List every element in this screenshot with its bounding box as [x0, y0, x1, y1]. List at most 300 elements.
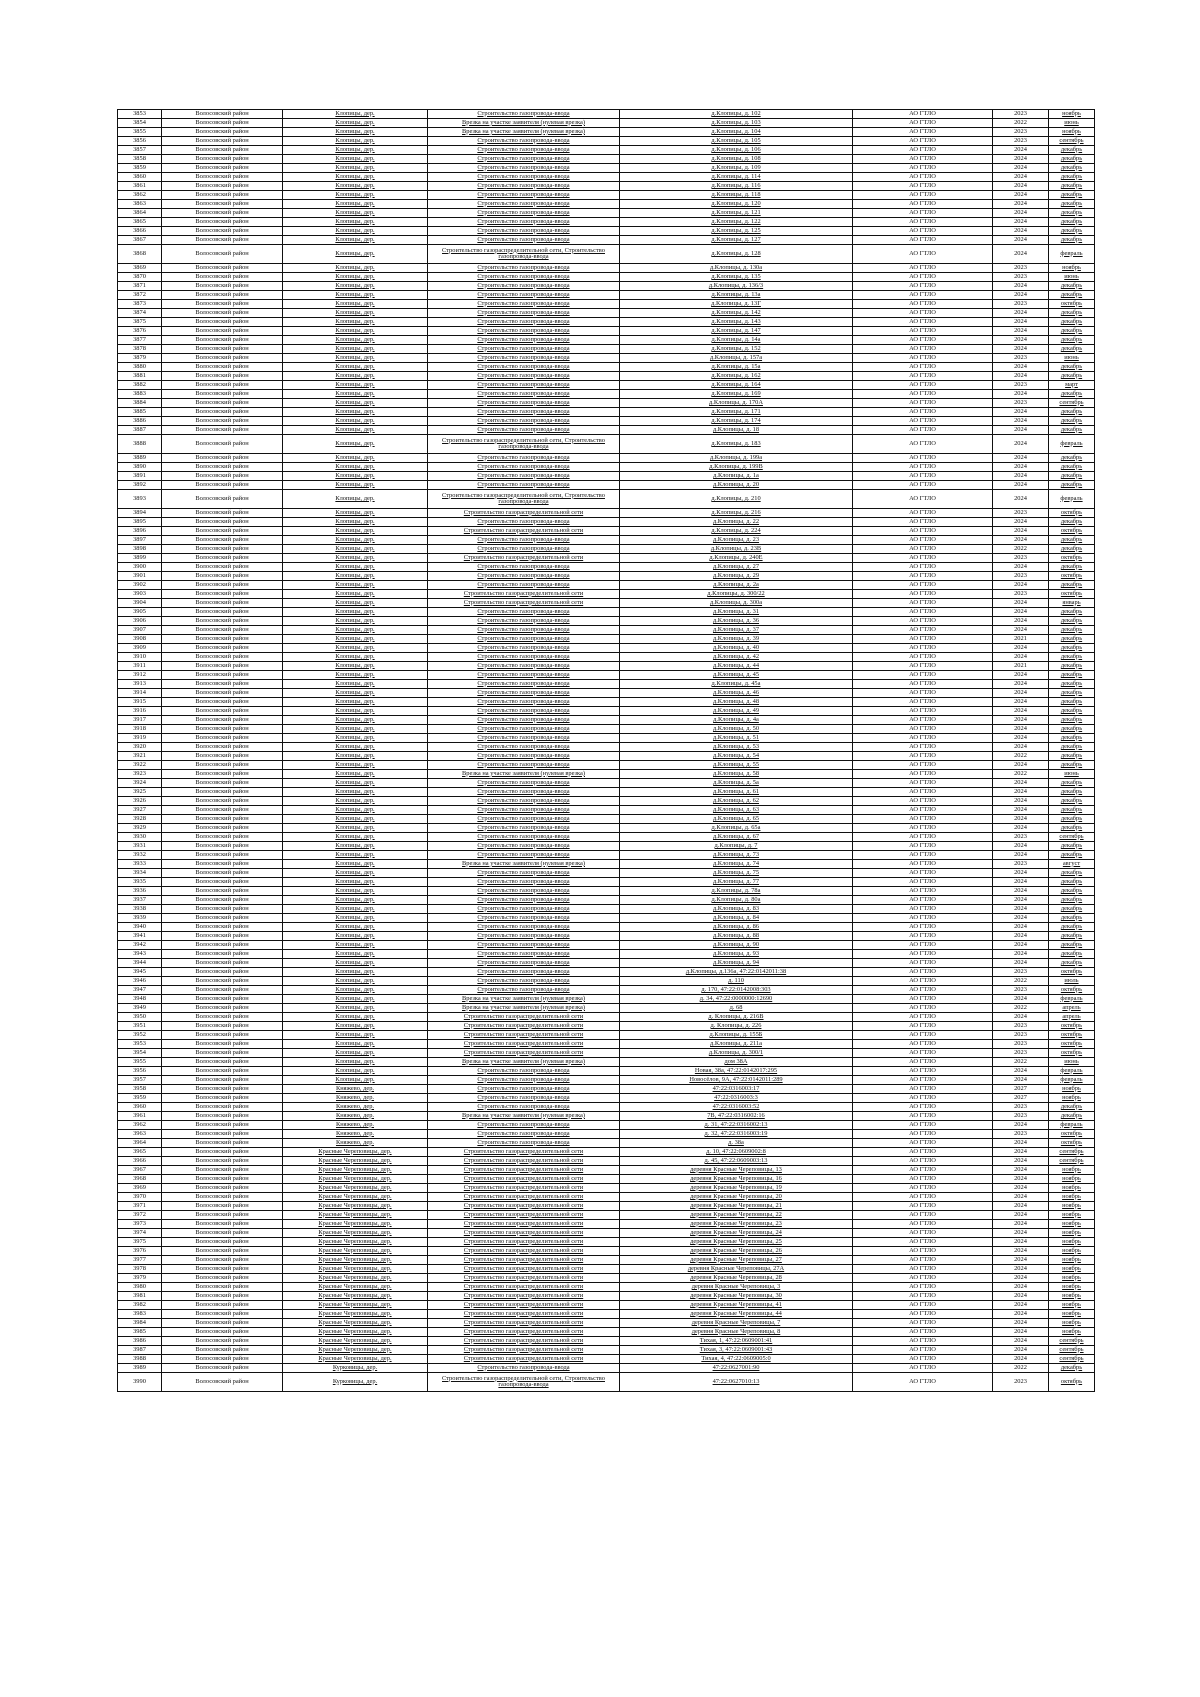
table-row	[118, 842, 1095, 851]
cell-work-type: Строительство газопровода-ввода	[428, 806, 620, 815]
cell-settlement: Клопицы, дер.	[283, 644, 428, 653]
cell-contractor: АО ГТЛО	[853, 1094, 993, 1103]
table-row	[118, 590, 1095, 599]
cell-contractor: АО ГТЛО	[853, 417, 993, 426]
cell-address: д.Клопицы, д. 224	[620, 527, 853, 536]
cell-work-type: Строительство газопровода-ввода	[428, 725, 620, 734]
cell-settlement: Курковицы, дер.	[283, 1373, 428, 1392]
cell-address: д.Клопицы, д. 58	[620, 770, 853, 779]
cell-month: декабрь	[1049, 155, 1095, 164]
cell-district: Волосовский район	[162, 354, 283, 363]
cell-settlement: Клопицы, дер.	[283, 236, 428, 245]
cell-address: д.Клопицы, д. 106	[620, 146, 853, 155]
cell-district: Волосовский район	[162, 833, 283, 842]
cell-district: Волосовский район	[162, 1103, 283, 1112]
cell-month: октябрь	[1049, 1139, 1095, 1148]
cell-work-type: Строительство газопровода-ввода	[428, 1103, 620, 1112]
cell-address: д.Клопицы, д. 67	[620, 833, 853, 842]
cell-contractor: АО ГТЛО	[853, 1328, 993, 1337]
cell-contractor: АО ГТЛО	[853, 950, 993, 959]
table-row	[118, 1130, 1095, 1139]
table-row	[118, 761, 1095, 770]
cell-work-type: Строительство газораспределительной сети	[428, 1256, 620, 1265]
cell-month: декабрь	[1049, 1103, 1095, 1112]
cell-contractor: АО ГТЛО	[853, 1139, 993, 1148]
cell-month: декабрь	[1049, 941, 1095, 950]
cell-contractor: АО ГТЛО	[853, 536, 993, 545]
cell-year: 2024	[993, 1220, 1049, 1229]
cell-address: д.Клопицы, д. 39	[620, 635, 853, 644]
cell-work-type: Строительство газораспределительной сети	[428, 1049, 620, 1058]
table-row	[118, 635, 1095, 644]
cell-settlement: Клопицы, дер.	[283, 481, 428, 490]
cell-year: 2023	[993, 1112, 1049, 1121]
cell-settlement: Клопицы, дер.	[283, 572, 428, 581]
cell-address: д.Клопицы, д. 42	[620, 653, 853, 662]
cell-work-type: Строительство газопровода-ввода	[428, 227, 620, 236]
cell-work-type: Строительство газопровода-ввода	[428, 986, 620, 995]
cell-district: Волосовский район	[162, 110, 283, 119]
cell-work-type: Строительство газопровода-ввода	[428, 572, 620, 581]
cell-year: 2027	[993, 1085, 1049, 1094]
cell-work-type: Строительство газораспределительной сети	[428, 527, 620, 536]
cell-month: декабрь	[1049, 218, 1095, 227]
cell-number: 3927	[118, 806, 162, 815]
cell-contractor: АО ГТЛО	[853, 986, 993, 995]
cell-number: 3896	[118, 527, 162, 536]
cell-work-type: Строительство газопровода-ввода	[428, 1076, 620, 1085]
cell-month: декабрь	[1049, 680, 1095, 689]
cell-district: Волосовский район	[162, 1067, 283, 1076]
cell-contractor: АО ГТЛО	[853, 128, 993, 137]
cell-address: д.Клопицы, д. 23	[620, 536, 853, 545]
cell-year: 2024	[993, 1211, 1049, 1220]
table-row	[118, 869, 1095, 878]
cell-month: июнь	[1049, 354, 1095, 363]
cell-month: декабрь	[1049, 282, 1095, 291]
cell-year: 2024	[993, 644, 1049, 653]
table-row	[118, 1319, 1095, 1328]
cell-district: Волосовский район	[162, 635, 283, 644]
table-row	[118, 155, 1095, 164]
cell-year: 2024	[993, 209, 1049, 218]
cell-year: 2023	[993, 1103, 1049, 1112]
cell-settlement: Красные Череповицы, дер.	[283, 1148, 428, 1157]
cell-address: Тихая, 4, 47:22:0609005:0	[620, 1355, 853, 1364]
cell-year: 2024	[993, 518, 1049, 527]
cell-settlement: Клопицы, дер.	[283, 626, 428, 635]
table-row	[118, 173, 1095, 182]
cell-contractor: АО ГТЛО	[853, 309, 993, 318]
cell-number: 3904	[118, 599, 162, 608]
cell-address: д.Клопицы, д. 199В	[620, 463, 853, 472]
cell-address: 47:22:0627010:13	[620, 1373, 853, 1392]
table-row	[118, 860, 1095, 869]
cell-year: 2023	[993, 590, 1049, 599]
cell-settlement: Клопицы, дер.	[283, 399, 428, 408]
cell-number: 3950	[118, 1013, 162, 1022]
cell-number: 3944	[118, 959, 162, 968]
cell-year: 2023	[993, 1049, 1049, 1058]
cell-number: 3945	[118, 968, 162, 977]
cell-month: июнь	[1049, 273, 1095, 282]
table-row	[118, 245, 1095, 264]
cell-settlement: Клопицы, дер.	[283, 191, 428, 200]
cell-address: д.Клопицы, д. 143	[620, 318, 853, 327]
cell-district: Волосовский район	[162, 779, 283, 788]
cell-work-type: Строительство газопровода-ввода	[428, 950, 620, 959]
cell-contractor: АО ГТЛО	[853, 662, 993, 671]
cell-contractor: АО ГТЛО	[853, 833, 993, 842]
cell-year: 2024	[993, 218, 1049, 227]
cell-work-type: Строительство газопровода-ввода	[428, 959, 620, 968]
table-row	[118, 527, 1095, 536]
cell-contractor: АО ГТЛО	[853, 110, 993, 119]
cell-settlement: Клопицы, дер.	[283, 896, 428, 905]
cell-work-type: Строительство газораспределительной сети	[428, 1040, 620, 1049]
cell-contractor: АО ГТЛО	[853, 932, 993, 941]
table-row	[118, 1022, 1095, 1031]
cell-month: сентябрь	[1049, 1346, 1095, 1355]
cell-work-type: Строительство газопровода-ввода	[428, 1085, 620, 1094]
cell-work-type: Строительство газопровода-ввода	[428, 716, 620, 725]
cell-contractor: АО ГТЛО	[853, 752, 993, 761]
cell-address: д.Клопицы, д. 23В	[620, 545, 853, 554]
cell-district: Волосовский район	[162, 300, 283, 309]
cell-district: Волосовский район	[162, 119, 283, 128]
cell-district: Волосовский район	[162, 363, 283, 372]
cell-address: д.Клопицы, д. 80а	[620, 896, 853, 905]
table-row	[118, 599, 1095, 608]
cell-contractor: АО ГТЛО	[853, 815, 993, 824]
cell-work-type: Строительство газопровода-ввода	[428, 743, 620, 752]
table-row	[118, 363, 1095, 372]
cell-address: д.Клопицы, д. 122	[620, 218, 853, 227]
cell-contractor: АО ГТЛО	[853, 1247, 993, 1256]
cell-work-type: Строительство газопровода-ввода	[428, 173, 620, 182]
table-row	[118, 608, 1095, 617]
cell-district: Волосовский район	[162, 1328, 283, 1337]
cell-month: октябрь	[1049, 300, 1095, 309]
cell-month: октябрь	[1049, 1031, 1095, 1040]
cell-settlement: Курковицы, дер.	[283, 1364, 428, 1373]
table-row	[118, 1328, 1095, 1337]
cell-address: д.Клопицы, д. 114	[620, 173, 853, 182]
cell-work-type: Строительство газопровода-ввода	[428, 209, 620, 218]
cell-work-type: Строительство газораспределительной сети, Строительство газопровода-ввода	[428, 1373, 620, 1392]
cell-work-type: Строительство газопровода-ввода	[428, 110, 620, 119]
cell-district: Волосовский район	[162, 182, 283, 191]
cell-number: 3981	[118, 1292, 162, 1301]
cell-number: 3855	[118, 128, 162, 137]
cell-month: ноябрь	[1049, 1166, 1095, 1175]
cell-number: 3988	[118, 1355, 162, 1364]
cell-number: 3961	[118, 1112, 162, 1121]
cell-number: 3888	[118, 435, 162, 454]
cell-district: Волосовский район	[162, 318, 283, 327]
cell-address: д. 32, 47:22:0316003:19	[620, 1130, 853, 1139]
cell-district: Волосовский район	[162, 806, 283, 815]
cell-month: декабрь	[1049, 923, 1095, 932]
cell-work-type: Строительство газопровода-ввода	[428, 797, 620, 806]
cell-month: август	[1049, 860, 1095, 869]
cell-year: 2024	[993, 923, 1049, 932]
cell-contractor: АО ГТЛО	[853, 1364, 993, 1373]
cell-year: 2024	[993, 1337, 1049, 1346]
cell-work-type: Строительство газопровода-ввода	[428, 923, 620, 932]
cell-contractor: АО ГТЛО	[853, 1031, 993, 1040]
table-row	[118, 1175, 1095, 1184]
cell-contractor: АО ГТЛО	[853, 1121, 993, 1130]
table-row	[118, 146, 1095, 155]
cell-work-type: Строительство газопровода-ввода	[428, 300, 620, 309]
cell-district: Волосовский район	[162, 372, 283, 381]
cell-year: 2023	[993, 833, 1049, 842]
cell-month: декабрь	[1049, 653, 1095, 662]
cell-settlement: Клопицы, дер.	[283, 1067, 428, 1076]
cell-contractor: АО ГТЛО	[853, 399, 993, 408]
cell-settlement: Княжево, дер.	[283, 1130, 428, 1139]
cell-address: д.Клопицы, д. 62	[620, 797, 853, 806]
cell-district: Волосовский район	[162, 345, 283, 354]
table-row	[118, 1112, 1095, 1121]
cell-work-type: Строительство газораспределительной сети	[428, 1310, 620, 1319]
cell-work-type: Строительство газораспределительной сети	[428, 1220, 620, 1229]
cell-contractor: АО ГТЛО	[853, 644, 993, 653]
cell-number: 3913	[118, 680, 162, 689]
cell-month: ноябрь	[1049, 1328, 1095, 1337]
cell-month: ноябрь	[1049, 1184, 1095, 1193]
cell-year: 2024	[993, 896, 1049, 905]
cell-month: ноябрь	[1049, 1283, 1095, 1292]
cell-contractor: АО ГТЛО	[853, 454, 993, 463]
table-row	[118, 977, 1095, 986]
cell-work-type: Строительство газопровода-ввода	[428, 680, 620, 689]
cell-year: 2024	[993, 454, 1049, 463]
cell-address: д.Клопицы, д. 116	[620, 182, 853, 191]
table-row	[118, 905, 1095, 914]
cell-number: 3903	[118, 590, 162, 599]
cell-number: 3864	[118, 209, 162, 218]
cell-number: 3872	[118, 291, 162, 300]
cell-district: Волосовский район	[162, 905, 283, 914]
cell-district: Волосовский район	[162, 941, 283, 950]
cell-year: 2024	[993, 291, 1049, 300]
cell-contractor: АО ГТЛО	[853, 995, 993, 1004]
cell-month: декабрь	[1049, 164, 1095, 173]
cell-district: Волосовский район	[162, 644, 283, 653]
cell-work-type: Строительство газопровода-ввода	[428, 426, 620, 435]
cell-address: д.Клопицы, д. 65а	[620, 824, 853, 833]
cell-address: деревня Красные Череповицы, 3	[620, 1283, 853, 1292]
cell-year: 2024	[993, 245, 1049, 264]
cell-contractor: АО ГТЛО	[853, 671, 993, 680]
cell-year: 2022	[993, 119, 1049, 128]
cell-district: Волосовский район	[162, 1049, 283, 1058]
cell-settlement: Клопицы, дер.	[283, 282, 428, 291]
cell-district: Волосовский район	[162, 1346, 283, 1355]
cell-district: Волосовский район	[162, 1058, 283, 1067]
cell-contractor: АО ГТЛО	[853, 968, 993, 977]
table-row	[118, 617, 1095, 626]
cell-year: 2024	[993, 1076, 1049, 1085]
cell-settlement: Красные Череповицы, дер.	[283, 1193, 428, 1202]
cell-contractor: АО ГТЛО	[853, 164, 993, 173]
cell-district: Волосовский район	[162, 887, 283, 896]
table-row	[118, 327, 1095, 336]
cell-district: Волосовский район	[162, 1274, 283, 1283]
cell-settlement: Клопицы, дер.	[283, 770, 428, 779]
cell-settlement: Клопицы, дер.	[283, 590, 428, 599]
cell-number: 3906	[118, 617, 162, 626]
cell-district: Волосовский район	[162, 408, 283, 417]
cell-address: д.Клопицы, д. 36	[620, 617, 853, 626]
cell-settlement: Клопицы, дер.	[283, 417, 428, 426]
cell-year: 2024	[993, 788, 1049, 797]
cell-settlement: Клопицы, дер.	[283, 200, 428, 209]
cell-contractor: АО ГТЛО	[853, 182, 993, 191]
cell-number: 3920	[118, 743, 162, 752]
table-row	[118, 1283, 1095, 1292]
table-row	[118, 236, 1095, 245]
cell-work-type: Строительство газопровода-ввода	[428, 354, 620, 363]
cell-work-type: Строительство газопровода-ввода	[428, 1130, 620, 1139]
cell-number: 3891	[118, 472, 162, 481]
cell-work-type: Строительство газораспределительной сети	[428, 1193, 620, 1202]
cell-contractor: АО ГТЛО	[853, 1013, 993, 1022]
cell-district: Волосовский район	[162, 995, 283, 1004]
cell-settlement: Клопицы, дер.	[283, 264, 428, 273]
cell-work-type: Строительство газопровода-ввода	[428, 390, 620, 399]
cell-month: декабрь	[1049, 291, 1095, 300]
table-row	[118, 218, 1095, 227]
cell-contractor: АО ГТЛО	[853, 1211, 993, 1220]
cell-address: д.Клопицы, д. 22	[620, 518, 853, 527]
cell-address: д.Клопицы, д. 136/3	[620, 282, 853, 291]
cell-work-type: Врезка на участке заявителя (нулевая врезка)	[428, 995, 620, 1004]
cell-number: 3868	[118, 245, 162, 264]
cell-district: Волосовский район	[162, 986, 283, 995]
cell-work-type: Строительство газопровода-ввода	[428, 941, 620, 950]
cell-contractor: АО ГТЛО	[853, 824, 993, 833]
cell-work-type: Строительство газораспределительной сети	[428, 1238, 620, 1247]
cell-number: 3895	[118, 518, 162, 527]
cell-number: 3861	[118, 182, 162, 191]
cell-address: деревня Красные Череповицы, 23	[620, 1220, 853, 1229]
cell-year: 2024	[993, 1238, 1049, 1247]
cell-settlement: Клопицы, дер.	[283, 408, 428, 417]
cell-month: декабрь	[1049, 734, 1095, 743]
cell-district: Волосовский район	[162, 463, 283, 472]
cell-number: 3925	[118, 788, 162, 797]
cell-work-type: Строительство газопровода-ввода	[428, 833, 620, 842]
cell-number: 3940	[118, 923, 162, 932]
cell-number: 3962	[118, 1121, 162, 1130]
cell-month: декабрь	[1049, 851, 1095, 860]
cell-year: 2024	[993, 563, 1049, 572]
cell-settlement: Клопицы, дер.	[283, 209, 428, 218]
cell-month: декабрь	[1049, 752, 1095, 761]
cell-address: д.Клопицы, д. 121	[620, 209, 853, 218]
cell-district: Волосовский район	[162, 1220, 283, 1229]
cell-month: декабрь	[1049, 146, 1095, 155]
cell-month: февраль	[1049, 435, 1095, 454]
cell-number: 3982	[118, 1301, 162, 1310]
cell-year: 2024	[993, 1319, 1049, 1328]
table-row	[118, 644, 1095, 653]
cell-year: 2023	[993, 554, 1049, 563]
cell-month: октябрь	[1049, 968, 1095, 977]
cell-address: д. 170, 47:22:0142008:303	[620, 986, 853, 995]
cell-work-type: Строительство газопровода-ввода	[428, 1067, 620, 1076]
cell-number: 3932	[118, 851, 162, 860]
cell-month: октябрь	[1049, 1040, 1095, 1049]
cell-month: декабрь	[1049, 581, 1095, 590]
cell-year: 2024	[993, 824, 1049, 833]
cell-address: деревня Красные Череповицы, 44	[620, 1310, 853, 1319]
table-row	[118, 1193, 1095, 1202]
cell-month: февраль	[1049, 1121, 1095, 1130]
cell-work-type: Строительство газопровода-ввода	[428, 417, 620, 426]
cell-work-type: Строительство газораспределительной сети	[428, 1166, 620, 1175]
cell-month: ноябрь	[1049, 1265, 1095, 1274]
cell-address: д.Клопицы, д. 130а	[620, 264, 853, 273]
cell-district: Волосовский район	[162, 743, 283, 752]
cell-number: 3970	[118, 1193, 162, 1202]
cell-contractor: АО ГТЛО	[853, 1256, 993, 1265]
cell-settlement: Красные Череповицы, дер.	[283, 1247, 428, 1256]
cell-number: 3921	[118, 752, 162, 761]
cell-contractor: АО ГТЛО	[853, 435, 993, 454]
cell-contractor: АО ГТЛО	[853, 1202, 993, 1211]
table-row	[118, 1031, 1095, 1040]
cell-month: декабрь	[1049, 779, 1095, 788]
cell-number: 3947	[118, 986, 162, 995]
cell-number: 3941	[118, 932, 162, 941]
cell-address: деревня Красные Череповицы, 41	[620, 1301, 853, 1310]
cell-month: ноябрь	[1049, 1220, 1095, 1229]
table-row	[118, 309, 1095, 318]
cell-settlement: Клопицы, дер.	[283, 300, 428, 309]
cell-settlement: Клопицы, дер.	[283, 752, 428, 761]
cell-district: Волосовский район	[162, 860, 283, 869]
cell-address: д.Клопицы, д. 18	[620, 426, 853, 435]
cell-address: д.Клопицы, д. 157а	[620, 354, 853, 363]
cell-contractor: АО ГТЛО	[853, 1085, 993, 1094]
cell-number: 3954	[118, 1049, 162, 1058]
cell-year: 2024	[993, 1121, 1049, 1130]
cell-district: Волосовский район	[162, 264, 283, 273]
cell-settlement: Клопицы, дер.	[283, 662, 428, 671]
cell-contractor: АО ГТЛО	[853, 481, 993, 490]
cell-year: 2024	[993, 716, 1049, 725]
cell-month: февраль	[1049, 1067, 1095, 1076]
cell-address: деревня Красные Череповицы, 20	[620, 1193, 853, 1202]
cell-month: декабрь	[1049, 1364, 1095, 1373]
cell-contractor: АО ГТЛО	[853, 635, 993, 644]
cell-work-type: Строительство газораспределительной сети	[428, 1031, 620, 1040]
cell-district: Волосовский район	[162, 1121, 283, 1130]
cell-year: 2024	[993, 797, 1049, 806]
cell-work-type: Строительство газораспределительной сети	[428, 1013, 620, 1022]
cell-number: 3917	[118, 716, 162, 725]
table-row	[118, 291, 1095, 300]
cell-number: 3929	[118, 824, 162, 833]
cell-settlement: Клопицы, дер.	[283, 182, 428, 191]
cell-contractor: АО ГТЛО	[853, 572, 993, 581]
cell-contractor: АО ГТЛО	[853, 977, 993, 986]
cell-contractor: АО ГТЛО	[853, 860, 993, 869]
